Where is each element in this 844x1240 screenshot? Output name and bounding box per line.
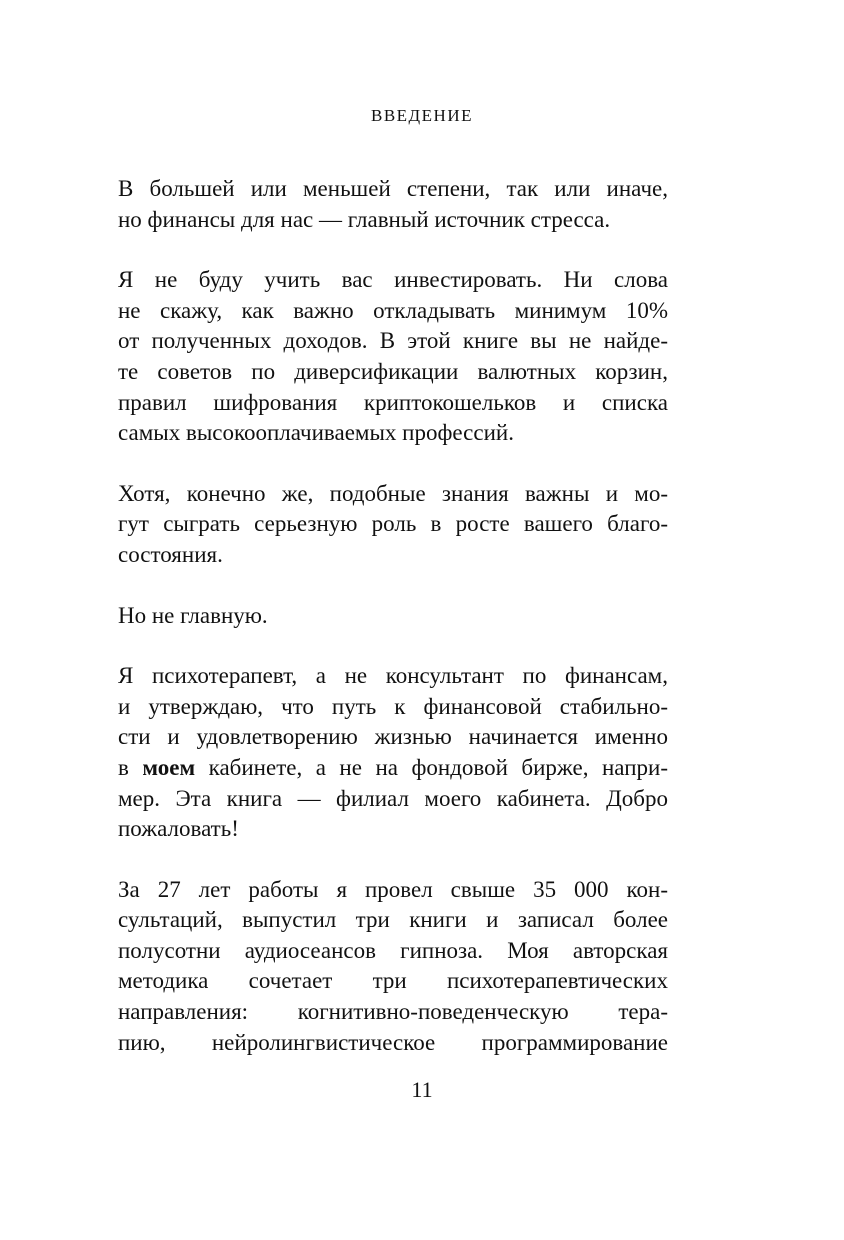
text-line: самых высокооплачиваемых профессий. xyxy=(118,420,514,446)
text-line: В большей или меньшей степени, так или иначе, xyxy=(118,176,668,201)
text-line: Хотя, конечно же, подобные знания важны и мо- xyxy=(118,480,668,506)
paragraph xyxy=(118,661,668,845)
text-line: полусотни аудиосеансов гипноза. Моя авторская xyxy=(118,937,668,963)
text-line: состояния. xyxy=(118,541,223,567)
body-text xyxy=(118,174,668,1058)
paragraph xyxy=(118,479,668,571)
text-line: направления: когнитивно-поведенческую тера- xyxy=(118,999,668,1025)
text-line: и утверждаю, что путь к финансовой стабильно- xyxy=(118,693,668,719)
text-line xyxy=(118,753,668,784)
text-line: Я психотерапевт, а не консультант по финансам, xyxy=(118,663,668,689)
text-line: мер. Эта книга — филиал моего кабинета. Добро xyxy=(118,785,668,811)
text-line: те советов по диверсификации валютных корзин, xyxy=(118,358,668,384)
text-line: сти и удовлетворению жизнью начинается именно xyxy=(118,724,668,750)
paragraph xyxy=(118,174,668,235)
text-line: пожаловать! xyxy=(118,816,239,842)
text-line: Я не буду учить вас инвестировать. Ни слова xyxy=(118,267,668,293)
text-line: За 27 лет работы я провел свыше 35 000 кон- xyxy=(118,876,668,902)
paragraph xyxy=(118,601,668,632)
text-fragment: в xyxy=(118,754,143,780)
paragraph xyxy=(118,265,668,449)
emphasized-word: моем xyxy=(142,754,196,780)
text-line: но финансы для нас — главный источник стресса. xyxy=(118,206,611,232)
text-line: Но не главную. xyxy=(118,602,268,628)
page-number: 11 xyxy=(411,1077,433,1102)
running-head: ВВЕДЕНИЕ xyxy=(371,106,473,125)
text-fragment: кабинете, а не на фондовой бирже, напри- xyxy=(195,754,668,780)
text-line: не скажу, как важно откладывать минимум 10% xyxy=(118,297,668,323)
text-line: пию, нейролингвистическое программирование xyxy=(118,1029,668,1055)
text-line: гут сыграть серьезную роль в росте вашего благо- xyxy=(118,511,668,537)
text-line: методика сочетает три психотерапевтических xyxy=(118,968,668,994)
text-line: от полученных доходов. В этой книге вы не найде- xyxy=(118,328,668,354)
text-line: сультаций, выпустил три книги и записал более xyxy=(118,907,668,933)
text-line: правил шифрования криптокошельков и списка xyxy=(118,389,668,415)
paragraph xyxy=(118,875,668,1059)
